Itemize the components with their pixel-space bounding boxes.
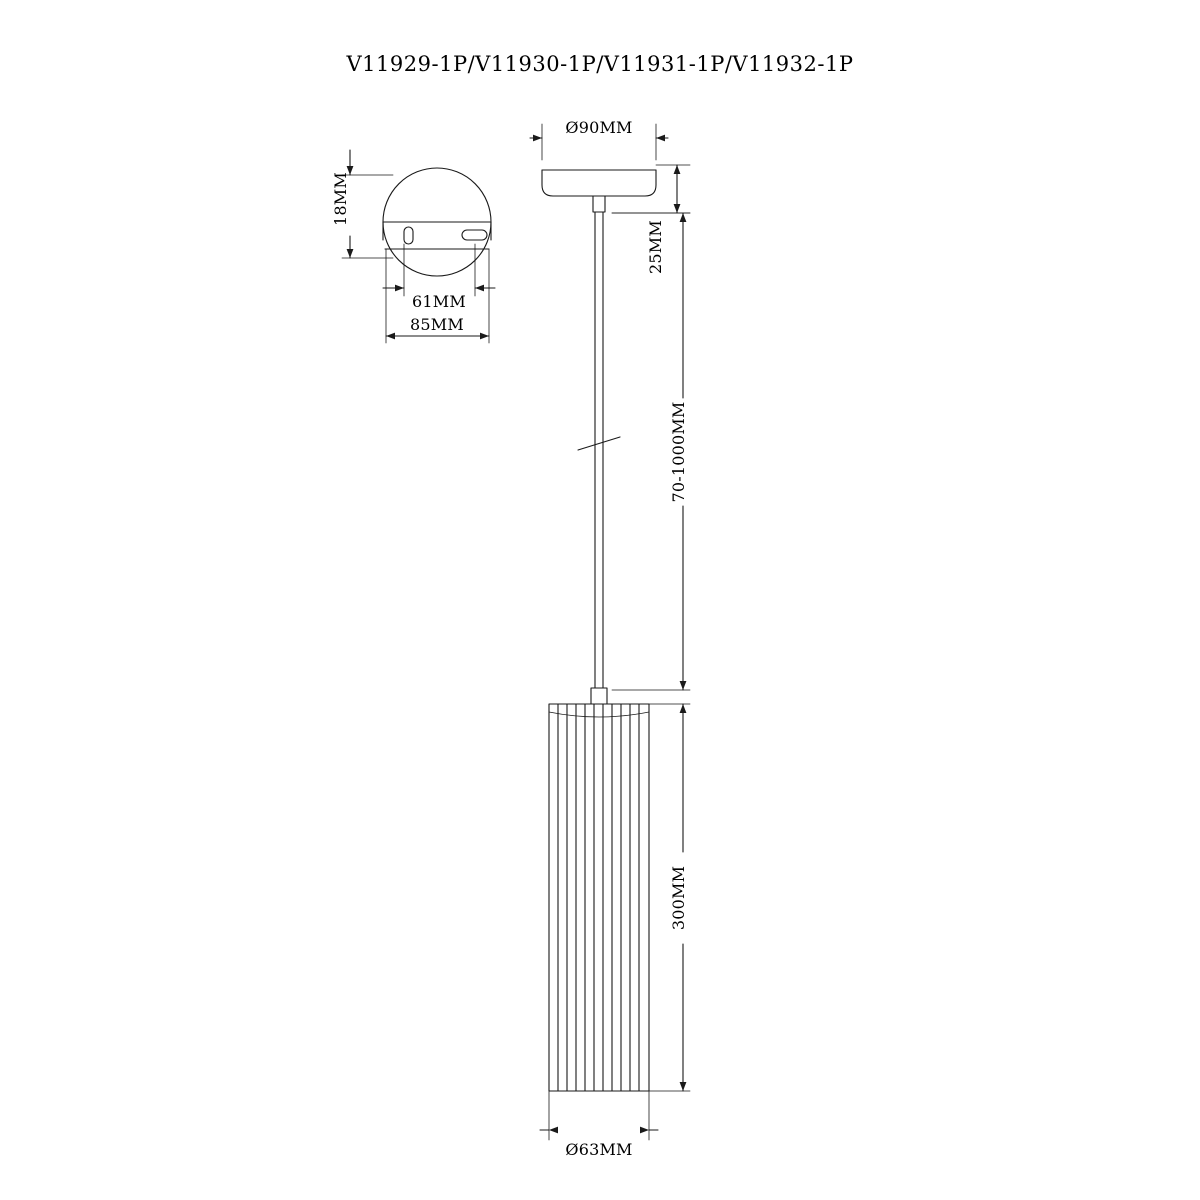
dim-d90-arrow-left [533, 135, 542, 142]
mount-slot-right [462, 230, 487, 240]
cord-break-mark [578, 437, 620, 450]
dim-18mm-arrow-bottom [347, 249, 354, 258]
shade-top-arc [549, 712, 649, 717]
label-18mm: 18MM [331, 172, 350, 226]
dim-61mm [383, 244, 495, 296]
dim-61mm-arrow-left [395, 285, 404, 292]
dim-25-arrow-top [674, 165, 681, 174]
canopy-body [542, 170, 656, 196]
dim-25-arrow-bottom [674, 204, 681, 213]
label-25mm: 25MM [646, 220, 665, 274]
mount-slot-left [404, 227, 413, 244]
dim-d90-arrow-right [656, 135, 665, 142]
view-pendant [542, 170, 656, 1091]
dim-cord-arrow-top [680, 213, 687, 222]
label-cord-length: 70-1000MM [669, 401, 688, 503]
dim-85mm-arrow-left [386, 333, 395, 340]
dim-cord-arrow-bottom [680, 681, 687, 690]
dim-85mm-arrow-right [480, 333, 489, 340]
label-300mm: 300MM [669, 865, 688, 931]
label-d90mm: Ø90MM [565, 118, 633, 137]
dim-61mm-arrow-right [475, 285, 484, 292]
label-85mm: 85MM [410, 315, 464, 334]
shade-stem [591, 688, 607, 704]
dim-25mm [612, 165, 690, 213]
dim-300-arrow-bottom [680, 1082, 687, 1091]
page-title: V11929-1P/V11930-1P/V11931-1P/V11932-1P [346, 52, 854, 76]
label-d63mm: Ø63MM [565, 1140, 633, 1159]
shade-body [549, 704, 649, 1091]
dim-d63mm [540, 1091, 658, 1140]
dim-300-arrow-top [680, 704, 687, 713]
label-61mm: 61MM [412, 292, 466, 311]
dim-d63-arrow-left [549, 1127, 558, 1134]
dim-d63-arrow-right [640, 1127, 649, 1134]
canopy-stem [593, 196, 605, 212]
